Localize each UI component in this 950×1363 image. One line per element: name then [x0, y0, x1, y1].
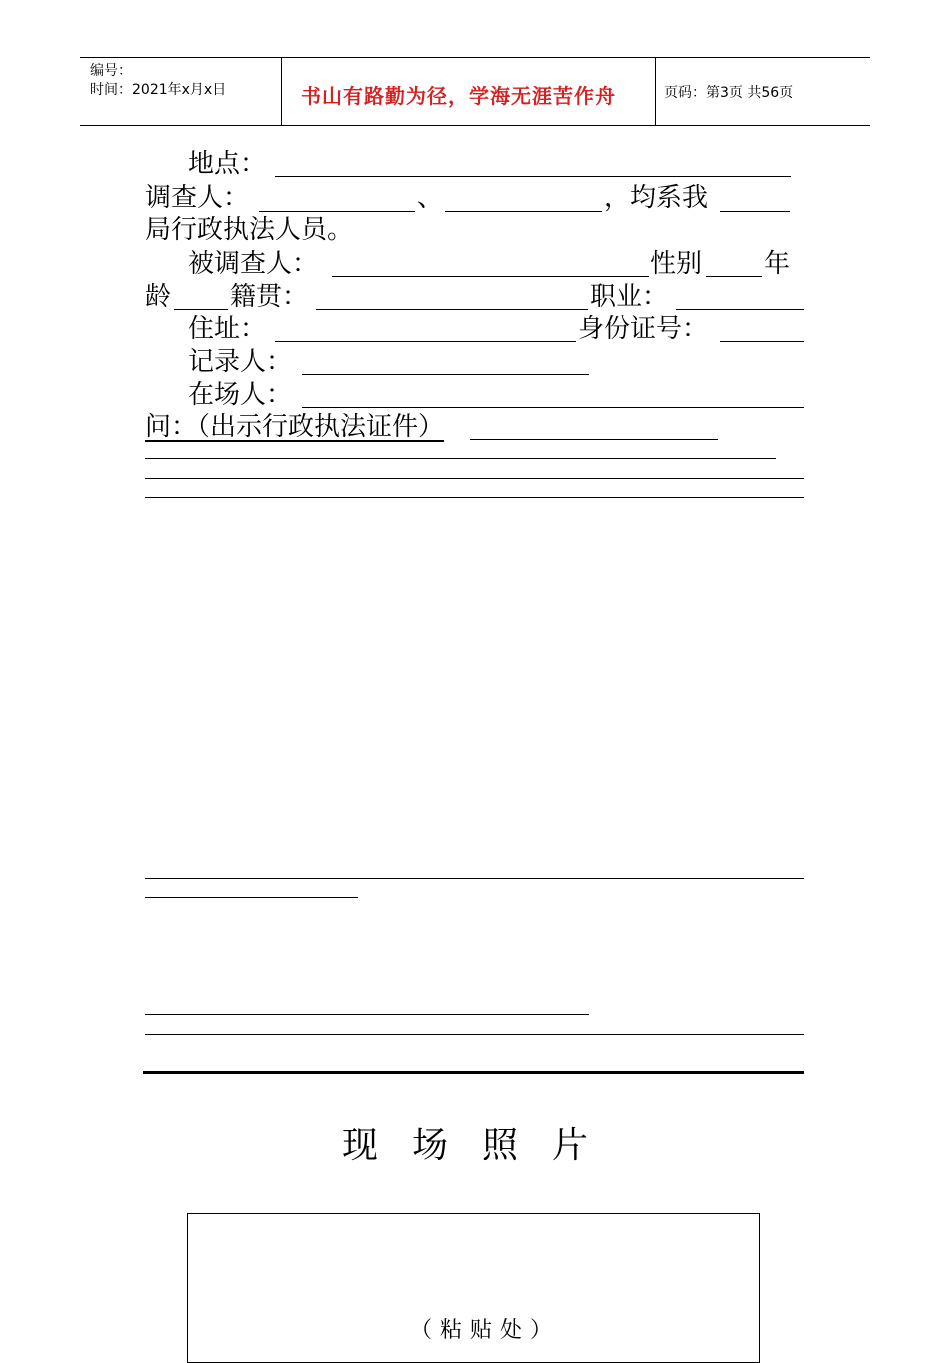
address-field[interactable]	[275, 341, 576, 342]
answer-line[interactable]	[145, 1014, 589, 1015]
gender-field[interactable]	[706, 276, 762, 277]
header-divider-left	[281, 57, 282, 125]
answer-line[interactable]	[145, 478, 804, 479]
staff-statement-start: ，均系我	[604, 183, 709, 213]
id-number-label: 身份证号：	[578, 314, 709, 344]
header-rule-bottom	[80, 125, 870, 126]
respondent-field[interactable]	[332, 276, 649, 277]
present-persons-field[interactable]	[302, 407, 804, 408]
answer-line[interactable]	[145, 1034, 804, 1035]
investigator-2-field[interactable]	[445, 211, 602, 212]
location-field[interactable]	[275, 176, 791, 177]
question-line-tail	[470, 439, 718, 440]
answer-line[interactable]	[145, 458, 776, 459]
location-label: 地点：	[188, 149, 267, 179]
investigators-label: 调查人：	[145, 183, 250, 213]
address-label: 住址：	[188, 314, 267, 344]
id-number-field[interactable]	[720, 341, 804, 342]
photo-paste-area[interactable]	[187, 1213, 760, 1363]
question-label: 问：（出示行政执法证件）	[145, 412, 445, 442]
header-rule-top	[80, 57, 870, 58]
section-divider	[143, 1071, 804, 1074]
answer-line[interactable]	[145, 897, 358, 898]
occupation-label: 职业：	[590, 282, 669, 312]
photos-section-title: 现场照片	[342, 1125, 623, 1166]
paste-here-label: （粘贴处）	[410, 1318, 561, 1343]
occupation-field[interactable]	[676, 309, 804, 310]
header-motto: 书山有路勤为径，学海无涯苦作舟	[301, 84, 616, 108]
native-place-label: 籍贯：	[230, 282, 309, 312]
staff-statement-end: 局行政执法人员。	[145, 215, 354, 245]
answer-line[interactable]	[145, 878, 804, 879]
investigator-1-field[interactable]	[259, 211, 415, 212]
age-label-end: 龄	[145, 282, 172, 312]
age-label-start: 年	[764, 249, 791, 279]
answer-line[interactable]	[145, 497, 804, 498]
page-number-info: 页码：第3页 共56页	[664, 85, 794, 101]
recorder-field[interactable]	[302, 374, 589, 375]
document-date-label: 时间：2021年x月x日	[90, 82, 227, 98]
respondent-label: 被调查人：	[188, 249, 319, 279]
age-field[interactable]	[174, 309, 228, 310]
recorder-label: 记录人：	[188, 347, 293, 377]
investigator-separator: 、	[417, 183, 444, 213]
gender-label: 性别	[650, 249, 703, 279]
native-place-field[interactable]	[316, 309, 588, 310]
bureau-name-field[interactable]	[720, 211, 790, 212]
present-persons-label: 在场人：	[188, 380, 293, 410]
document-number-label: 编号：	[90, 63, 132, 79]
header-divider-right	[655, 57, 656, 125]
